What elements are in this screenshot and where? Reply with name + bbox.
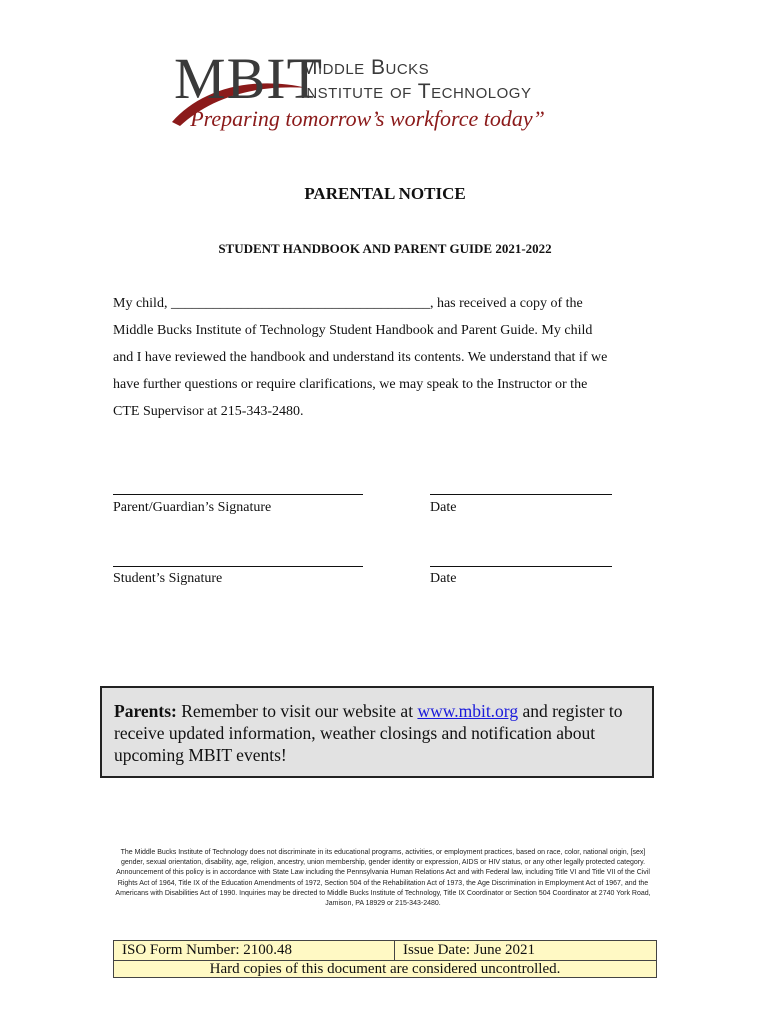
- mbit-logo: [170, 46, 610, 140]
- parent-date-line[interactable]: [430, 494, 612, 495]
- logo-mark: MBIT: [174, 46, 323, 111]
- paragraph-line: have further questions or require clarifications, we may speak to the Instructor or the: [113, 377, 588, 392]
- iso-form-table: [113, 940, 657, 978]
- logo-name-line2: Institute of Technology: [300, 80, 532, 103]
- parent-date-label: Date: [430, 500, 457, 515]
- student-date-label: Date: [430, 571, 457, 586]
- nondiscrimination-statement: The Middle Bucks Institute of Technology does not discriminate in its educational programs, activities, or employment practices, based on race, color, national origin, [sex] gender, sexual orientation, disability, age, religion, ancestry, union membership, gender identity or expression, AIDS or HIV status, or any other legally protected category. Announcement of this policy is in accordance with State Law including the Pennsylvania Human Relations Act and with Federal law, including Title VI and Title VII of the Civil Rights Act of 1964, Title IX of the Education Amendments of 1972, Section 504 of the Rehabilitation Act of 1973, the Age Discrimination in Employment Act of 1967, and the Americans with Disabilities Act of 1990. Inquiries may be directed to Middle Bucks Institute of Technology, Title IX Coordinator or Section 504 Coordinator at 2740 York Road, Jamison, PA 18929 or 215-343-2480.: [115, 849, 651, 908]
- notice-text-end: and register to receive updated information, weather closings and notification about upcoming MBIT events!: [114, 701, 623, 765]
- page-title: PARENTAL NOTICE: [304, 184, 466, 203]
- paragraph-line: Middle Bucks Institute of Technology Student Handbook and Parent Guide. My child: [113, 323, 593, 338]
- iso-row: [114, 941, 656, 961]
- parents-notice-box: [100, 686, 654, 778]
- student-signature-line[interactable]: [113, 566, 363, 567]
- paragraph-line: My child, _____________________________________, has received a copy of the: [113, 296, 583, 311]
- iso-issue-date: Issue Date: June 2021: [403, 942, 536, 958]
- notice-lead: Parents:: [114, 701, 177, 721]
- paragraph-line: and I have reviewed the handbook and understand its contents. We understand that if we: [113, 350, 608, 365]
- logo-tagline: “Preparing tomorrow’s workforce today”: [178, 106, 545, 131]
- notice-text: Remember to visit our website at: [176, 701, 418, 721]
- acknowledgement-paragraph: [113, 290, 673, 425]
- parent-signature-line[interactable]: [113, 494, 363, 495]
- page-subtitle: STUDENT HANDBOOK AND PARENT GUIDE 2021-2022: [218, 241, 552, 256]
- logo-school-name: [300, 56, 531, 104]
- student-signature-label: Student’s Signature: [113, 571, 223, 586]
- student-date-line[interactable]: [430, 566, 612, 567]
- paragraph-line: CTE Supervisor at 215-343-2480.: [113, 404, 304, 419]
- logo-name-line1: Middle Bucks: [300, 56, 430, 79]
- iso-uncontrolled-note: Hard copies of this document are considered uncontrolled.: [209, 961, 561, 977]
- iso-form-number: ISO Form Number: 2100.48: [114, 941, 395, 960]
- website-link[interactable]: www.mbit.org: [417, 701, 519, 721]
- parent-signature-label: Parent/Guardian’s Signature: [113, 500, 272, 515]
